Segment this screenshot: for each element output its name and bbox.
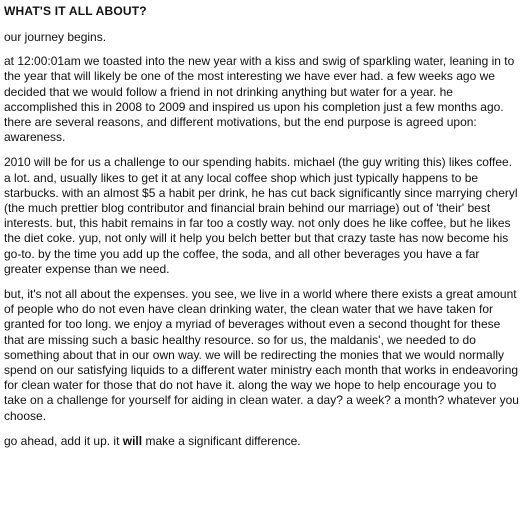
closing-text-start: go ahead, add it up. it [4,433,123,448]
paragraph-spending-habits: 2010 will be for us a challenge to our spending habits. michael (the guy writing this) likes coffee. a lot. and, usually likes to get it at any local coffee shop which just typically happens to be starbucks. with an almost $5 a habit per drink, he has cut back significantly since marrying cheryl (the much prettier blog contributor and financial brain behind our marriage) out of 'their' best interests. but, this habit remains in far too a costly way. not only does he like coffee, but he likes the diet coke. yup, not only will it help you belch better but that crazy taste has now become his go-to. by the time you add up the coffee, the soda, and all other beverages you have a far greater expense than we need. [4,155,518,276]
paragraph-new-year: at 12:00:01am we toasted into the new year with a kiss and swig of sparkling water, leaning in to the year that will likely be one of the most interesting we have ever had. a few weeks ago we decided that we would follow a friend in not drinking anything but water for a year. he accomplished this in 2008 to 2009 and inspired us upon his completion just a few months ago. there are several reasons, and different motivations, but the end purpose is agreed upon: awareness. [4,54,515,145]
closing-emphasis: will [122,433,143,448]
paragraph-clean-water: but, it's not all about the expenses. you see, we live in a world where there exists a great amount of people who do not even have clean drinking water, the clean water that we have taken for granted for too long. we enjoy a myriad of beverages without even a second thought for these that are missing such a basic healthy resource. so for us, the maldanis', we needed to do something about that in our own way. we will be redirecting the monies that we would normally spend on our satisfying liquids to a different water ministry each month that works in endeavoring for clean water for those that do not have it. along the way we hope to help encourage you to take on a challenge for yourself for aiding in clean water. a day? a week? a month? whatever you choose. [4,287,519,423]
post-heading: WHAT'S IT ALL ABOUT? [4,4,147,18]
post-content [4,4,520,459]
paragraph-intro: our journey begins. [4,30,107,44]
paragraph-closing [4,434,520,449]
closing-text-end: make a significant difference. [142,433,301,448]
